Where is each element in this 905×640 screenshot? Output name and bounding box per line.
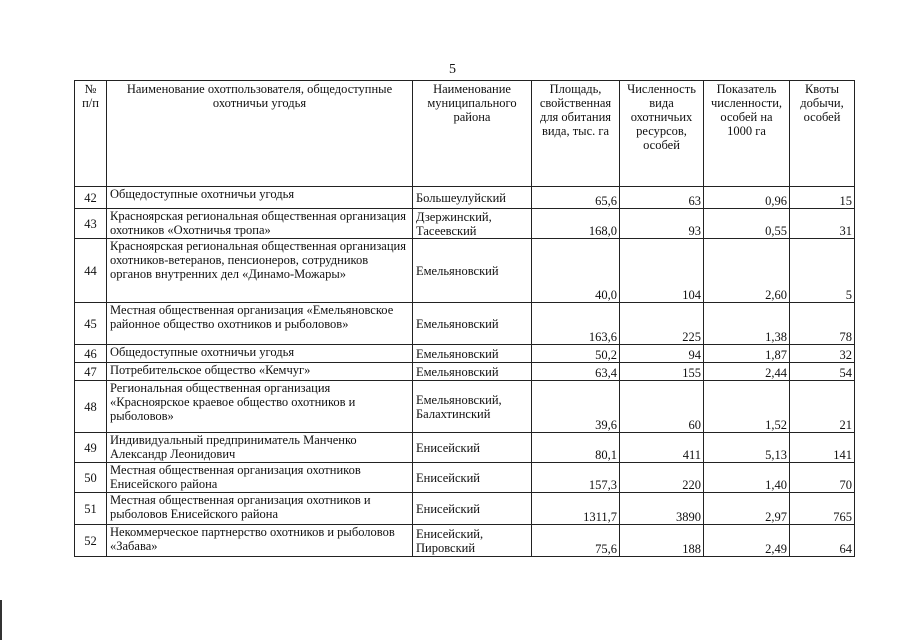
row-num: 48	[75, 381, 107, 433]
row-num: 50	[75, 463, 107, 493]
row-district: Енисейский	[413, 493, 532, 525]
row-num: 44	[75, 239, 107, 303]
row-area: 65,6	[532, 187, 620, 209]
row-count: 155	[620, 363, 704, 381]
row-num: 51	[75, 493, 107, 525]
hunting-quota-table	[74, 80, 855, 557]
row-quota: 32	[790, 345, 855, 363]
row-density: 2,60	[704, 239, 790, 303]
row-name: Общедоступные охотничьи угодья	[107, 345, 413, 363]
row-count: 3890	[620, 493, 704, 525]
header-name: Наименование охотпользователя, общедоступные охотничьи угодья	[107, 81, 413, 187]
row-density: 1,52	[704, 381, 790, 433]
row-name: Местная общественная организация «Емельяновское районное общество охотников и рыболовов»	[107, 303, 413, 345]
row-name: Общедоступные охотничьи угодья	[107, 187, 413, 209]
row-district: Емельяновский	[413, 303, 532, 345]
row-district: Емельяновский	[413, 345, 532, 363]
row-district: Емельяновский, Балахтинский	[413, 381, 532, 433]
page-edge-mark	[0, 600, 10, 640]
row-density: 1,87	[704, 345, 790, 363]
header-density: Показатель численности, особей на 1000 га	[704, 81, 790, 187]
header-area: Площадь, свойственная для обитания вида, тыс. га	[532, 81, 620, 187]
table-row	[75, 525, 855, 557]
row-count: 411	[620, 433, 704, 463]
row-num: 43	[75, 209, 107, 239]
table-row	[75, 463, 855, 493]
table-row	[75, 381, 855, 433]
row-num: 46	[75, 345, 107, 363]
row-quota: 31	[790, 209, 855, 239]
row-count: 63	[620, 187, 704, 209]
row-num: 45	[75, 303, 107, 345]
row-name: Потребительское общество «Кемчуг»	[107, 363, 413, 381]
row-area: 157,3	[532, 463, 620, 493]
table-row	[75, 209, 855, 239]
row-num: 47	[75, 363, 107, 381]
row-name: Красноярская региональная общественная организация охотников «Охотничья тропа»	[107, 209, 413, 239]
row-quota: 765	[790, 493, 855, 525]
table-row	[75, 433, 855, 463]
row-area: 80,1	[532, 433, 620, 463]
row-num: 49	[75, 433, 107, 463]
row-area: 1311,7	[532, 493, 620, 525]
header-district: Наименование муниципального района	[413, 81, 532, 187]
header-num: № п/п	[75, 81, 107, 187]
row-name: Региональная общественная организация «Красноярское краевое общество охотников и рыболовов»	[107, 381, 413, 433]
table-row	[75, 187, 855, 209]
row-quota: 70	[790, 463, 855, 493]
row-count: 94	[620, 345, 704, 363]
row-count: 60	[620, 381, 704, 433]
row-district: Дзержинский, Тасеевский	[413, 209, 532, 239]
row-density: 5,13	[704, 433, 790, 463]
row-num: 52	[75, 525, 107, 557]
row-count: 104	[620, 239, 704, 303]
row-count: 93	[620, 209, 704, 239]
row-district: Большеулуйский	[413, 187, 532, 209]
row-density: 0,96	[704, 187, 790, 209]
row-density: 2,44	[704, 363, 790, 381]
row-district: Енисейский	[413, 433, 532, 463]
table-row	[75, 303, 855, 345]
row-area: 40,0	[532, 239, 620, 303]
row-quota: 141	[790, 433, 855, 463]
row-area: 50,2	[532, 345, 620, 363]
row-name: Некоммерческое партнерство охотников и рыболовов «Забава»	[107, 525, 413, 557]
row-quota: 54	[790, 363, 855, 381]
row-count: 188	[620, 525, 704, 557]
row-quota: 21	[790, 381, 855, 433]
row-name: Местная общественная организация охотников и рыболовов Енисейского района	[107, 493, 413, 525]
row-area: 39,6	[532, 381, 620, 433]
row-num: 42	[75, 187, 107, 209]
row-area: 168,0	[532, 209, 620, 239]
row-density: 0,55	[704, 209, 790, 239]
row-quota: 64	[790, 525, 855, 557]
table-row	[75, 363, 855, 381]
row-count: 220	[620, 463, 704, 493]
row-density: 2,97	[704, 493, 790, 525]
row-count: 225	[620, 303, 704, 345]
table-row	[75, 493, 855, 525]
row-area: 75,6	[532, 525, 620, 557]
page-number: 5	[449, 62, 456, 77]
table-header-row	[75, 81, 855, 187]
row-district: Емельяновский	[413, 239, 532, 303]
row-area: 63,4	[532, 363, 620, 381]
row-district: Енисейский	[413, 463, 532, 493]
table-row	[75, 239, 855, 303]
row-district: Емельяновский	[413, 363, 532, 381]
row-area: 163,6	[532, 303, 620, 345]
row-name: Красноярская региональная общественная организация охотников-ветеранов, пенсионеров, сотрудников органов внутренних дел «Динамо-Можары»	[107, 239, 413, 303]
row-quota: 78	[790, 303, 855, 345]
header-count: Численность вида охотничьих ресурсов, особей	[620, 81, 704, 187]
table-row	[75, 345, 855, 363]
row-density: 1,40	[704, 463, 790, 493]
row-quota: 15	[790, 187, 855, 209]
header-quota: Квоты добычи, особей	[790, 81, 855, 187]
row-name: Местная общественная организация охотников Енисейского района	[107, 463, 413, 493]
row-district: Енисейский, Пировский	[413, 525, 532, 557]
row-density: 1,38	[704, 303, 790, 345]
row-density: 2,49	[704, 525, 790, 557]
row-quota: 5	[790, 239, 855, 303]
row-name: Индивидуальный предприниматель Манченко Александр Леонидович	[107, 433, 413, 463]
